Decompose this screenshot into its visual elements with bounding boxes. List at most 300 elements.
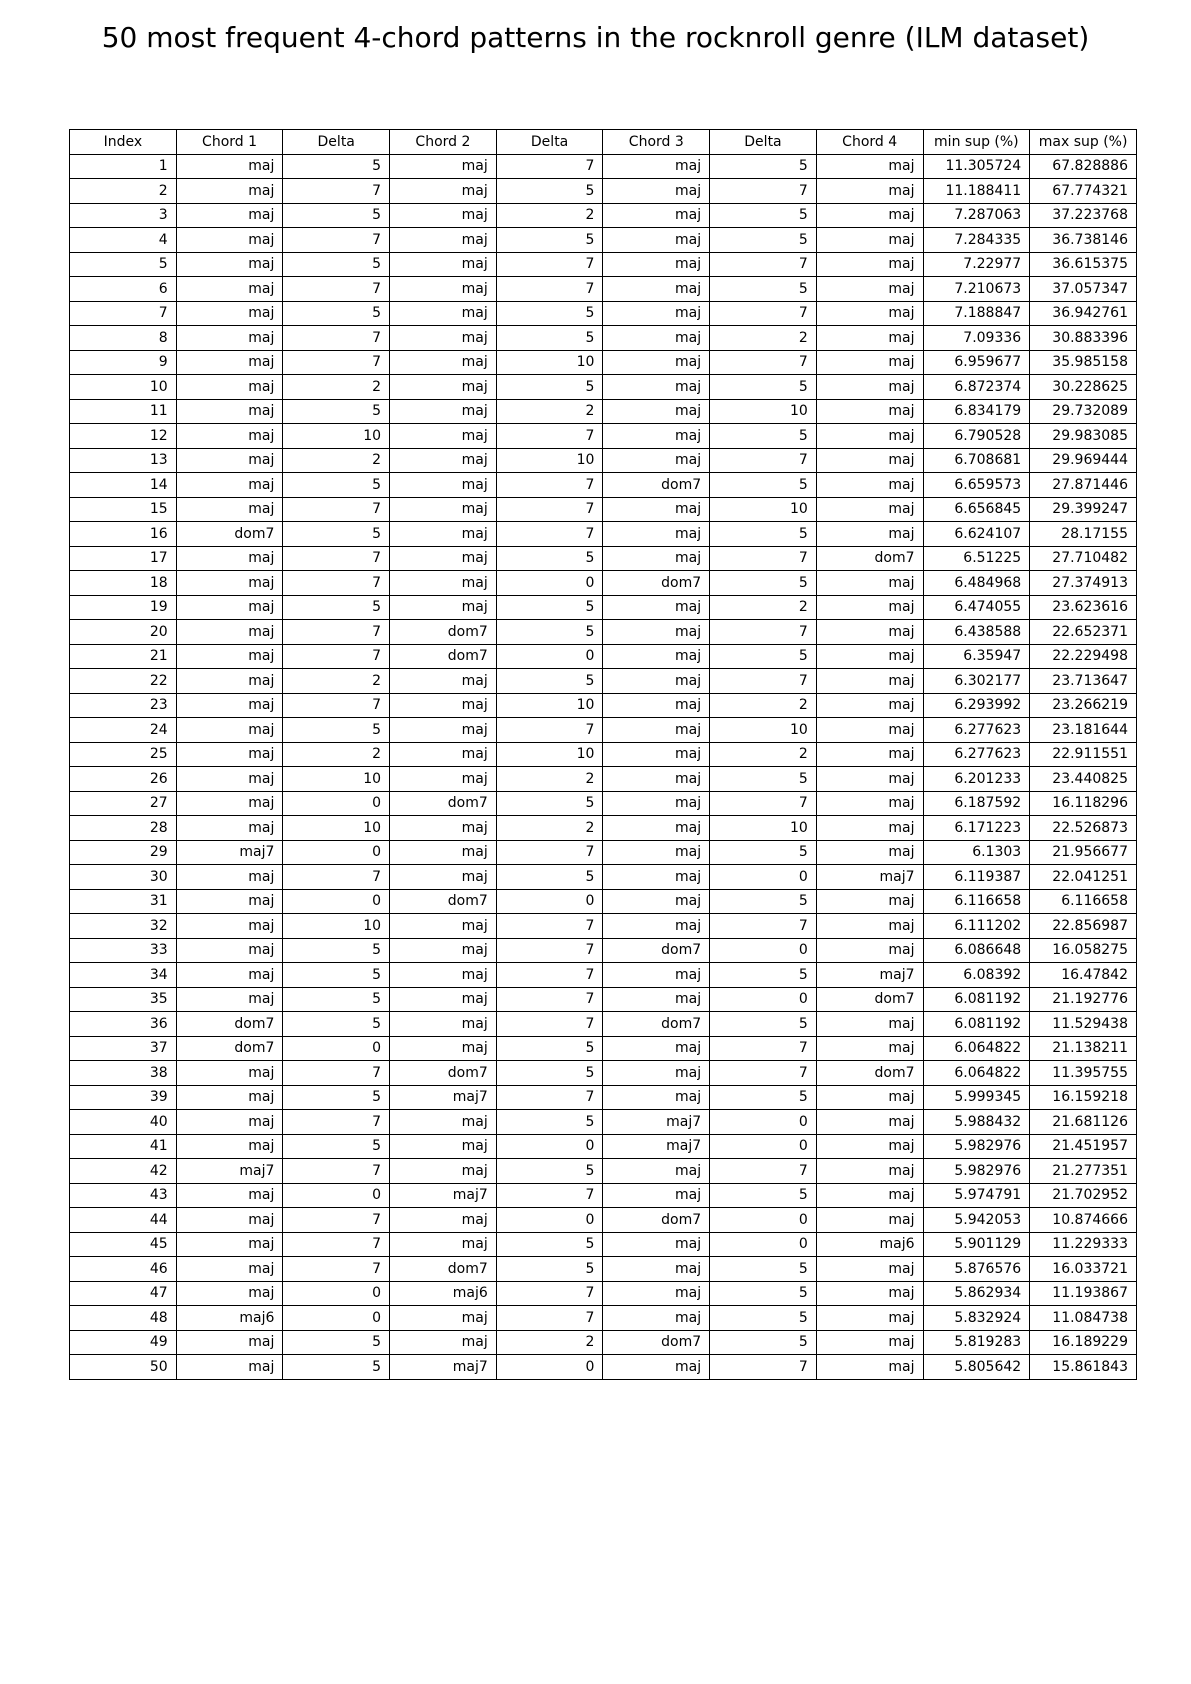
table-cell: 29.732089 bbox=[1030, 399, 1137, 424]
table-cell: 6.064822 bbox=[923, 1061, 1030, 1086]
table-cell: maj bbox=[816, 571, 923, 596]
table-cell: 49 bbox=[70, 1330, 177, 1355]
table-cell: maj bbox=[390, 522, 497, 547]
table-cell: 5 bbox=[710, 963, 817, 988]
table-cell: dom7 bbox=[390, 1257, 497, 1282]
table-row bbox=[70, 742, 1137, 767]
table-cell: 7 bbox=[710, 1355, 817, 1380]
table-cell: 21.277351 bbox=[1030, 1159, 1137, 1184]
table-cell: 7 bbox=[283, 546, 390, 571]
column-header: Index bbox=[70, 130, 177, 155]
table-cell: 7 bbox=[283, 350, 390, 375]
table-cell: maj bbox=[176, 497, 283, 522]
table-cell: maj bbox=[816, 1208, 923, 1233]
table-row bbox=[70, 1232, 1137, 1257]
table-cell: maj bbox=[176, 473, 283, 498]
table-cell: 6.08392 bbox=[923, 963, 1030, 988]
table-row bbox=[70, 546, 1137, 571]
table-cell: maj bbox=[603, 1257, 710, 1282]
table-cell: 35.985158 bbox=[1030, 350, 1137, 375]
table-cell: 5.862934 bbox=[923, 1281, 1030, 1306]
table-cell: dom7 bbox=[816, 546, 923, 571]
table-row bbox=[70, 1306, 1137, 1331]
table-cell: 0 bbox=[283, 1036, 390, 1061]
table-cell: 17 bbox=[70, 546, 177, 571]
table-cell: maj bbox=[816, 375, 923, 400]
table-cell: 7 bbox=[70, 301, 177, 326]
table-cell: 18 bbox=[70, 571, 177, 596]
table-cell: 5 bbox=[283, 963, 390, 988]
table-cell: 67.774321 bbox=[1030, 179, 1137, 204]
table-cell: 11.305724 bbox=[923, 154, 1030, 179]
table-cell: maj bbox=[176, 301, 283, 326]
table-cell: maj bbox=[816, 1110, 923, 1135]
table-cell: 0 bbox=[710, 1110, 817, 1135]
table-cell: 30.883396 bbox=[1030, 326, 1137, 351]
table-cell: 6.474055 bbox=[923, 595, 1030, 620]
table-cell: maj bbox=[390, 203, 497, 228]
table-cell: 5 bbox=[283, 203, 390, 228]
table-cell: maj bbox=[390, 399, 497, 424]
table-cell: maj bbox=[816, 889, 923, 914]
table-cell: 22 bbox=[70, 669, 177, 694]
table-cell: maj bbox=[176, 424, 283, 449]
table-cell: maj bbox=[603, 1085, 710, 1110]
table-cell: maj bbox=[603, 1306, 710, 1331]
table-cell: maj bbox=[816, 399, 923, 424]
table-cell: 30.228625 bbox=[1030, 375, 1137, 400]
table-cell: 5 bbox=[283, 1355, 390, 1380]
table-cell: 10 bbox=[710, 816, 817, 841]
table-cell: 10 bbox=[283, 767, 390, 792]
table-cell: 4 bbox=[70, 228, 177, 253]
table-cell: 6.293992 bbox=[923, 693, 1030, 718]
table-cell: 6.656845 bbox=[923, 497, 1030, 522]
table-cell: maj bbox=[176, 1061, 283, 1086]
table-body bbox=[70, 154, 1137, 1379]
table-cell: 29.983085 bbox=[1030, 424, 1137, 449]
table-cell: 38 bbox=[70, 1061, 177, 1086]
table-cell: 40 bbox=[70, 1110, 177, 1135]
table-cell: 5.982976 bbox=[923, 1159, 1030, 1184]
table-cell: 6.708681 bbox=[923, 448, 1030, 473]
table-cell: dom7 bbox=[816, 1061, 923, 1086]
table-cell: maj bbox=[390, 1159, 497, 1184]
table-cell: maj bbox=[176, 399, 283, 424]
table-row bbox=[70, 963, 1137, 988]
table-cell: maj7 bbox=[603, 1134, 710, 1159]
table-cell: 28 bbox=[70, 816, 177, 841]
table-cell: maj bbox=[816, 1306, 923, 1331]
table-cell: maj bbox=[390, 1134, 497, 1159]
table-cell: 5 bbox=[283, 252, 390, 277]
table-cell: 0 bbox=[710, 1134, 817, 1159]
column-header: min sup (%) bbox=[923, 130, 1030, 155]
table-cell: 7 bbox=[283, 1232, 390, 1257]
table-row bbox=[70, 301, 1137, 326]
table-cell: 5 bbox=[496, 301, 603, 326]
table-cell: maj bbox=[176, 718, 283, 743]
table-cell: 5 bbox=[710, 767, 817, 792]
column-header: Delta bbox=[283, 130, 390, 155]
table-cell: 6.624107 bbox=[923, 522, 1030, 547]
table-cell: 5 bbox=[283, 1012, 390, 1037]
table-cell: 0 bbox=[283, 889, 390, 914]
table-cell: 5 bbox=[70, 252, 177, 277]
table-cell: 13 bbox=[70, 448, 177, 473]
table-cell: 5 bbox=[496, 326, 603, 351]
table-row bbox=[70, 203, 1137, 228]
table-cell: 7 bbox=[496, 1183, 603, 1208]
table-cell: maj bbox=[176, 1085, 283, 1110]
table-cell: maj bbox=[603, 595, 710, 620]
table-cell: 6.484968 bbox=[923, 571, 1030, 596]
table-cell: 8 bbox=[70, 326, 177, 351]
table-cell: 6.111202 bbox=[923, 914, 1030, 939]
table-cell: 7 bbox=[283, 1208, 390, 1233]
table-cell: 12 bbox=[70, 424, 177, 449]
table-cell: 16 bbox=[70, 522, 177, 547]
table-cell: 0 bbox=[496, 889, 603, 914]
table-row bbox=[70, 326, 1137, 351]
table-cell: 7 bbox=[496, 497, 603, 522]
table-cell: maj bbox=[176, 375, 283, 400]
table-cell: maj bbox=[603, 522, 710, 547]
table-cell: 35 bbox=[70, 987, 177, 1012]
table-cell: 16.47842 bbox=[1030, 963, 1137, 988]
table-cell: dom7 bbox=[603, 1330, 710, 1355]
table-cell: 6.959677 bbox=[923, 350, 1030, 375]
table-row bbox=[70, 693, 1137, 718]
table-row bbox=[70, 644, 1137, 669]
table-cell: 0 bbox=[710, 1232, 817, 1257]
table-cell: maj bbox=[603, 1355, 710, 1380]
table-cell: maj bbox=[603, 1159, 710, 1184]
table-cell: maj bbox=[603, 448, 710, 473]
table-cell: 0 bbox=[283, 1183, 390, 1208]
table-cell: maj bbox=[176, 546, 283, 571]
table-cell: maj bbox=[816, 595, 923, 620]
table-cell: 47 bbox=[70, 1281, 177, 1306]
table-cell: maj bbox=[603, 865, 710, 890]
table-cell: maj bbox=[816, 1281, 923, 1306]
table-cell: maj bbox=[390, 448, 497, 473]
table-cell: 2 bbox=[496, 203, 603, 228]
table-cell: 7 bbox=[283, 1257, 390, 1282]
table-cell: maj bbox=[816, 350, 923, 375]
table-cell: maj bbox=[176, 693, 283, 718]
table-cell: 29.399247 bbox=[1030, 497, 1137, 522]
table-cell: 22.041251 bbox=[1030, 865, 1137, 890]
table-cell: 7 bbox=[496, 840, 603, 865]
column-header: Chord 1 bbox=[176, 130, 283, 155]
table-cell: maj bbox=[176, 179, 283, 204]
table-cell: 5.999345 bbox=[923, 1085, 1030, 1110]
table-cell: dom7 bbox=[603, 473, 710, 498]
table-cell: maj bbox=[390, 154, 497, 179]
table-cell: 0 bbox=[496, 644, 603, 669]
table-cell: maj bbox=[603, 424, 710, 449]
chord-pattern-table bbox=[69, 129, 1137, 1380]
table-cell: 0 bbox=[283, 1306, 390, 1331]
table-cell: 5 bbox=[496, 375, 603, 400]
table-cell: maj bbox=[816, 1355, 923, 1380]
table-cell: maj bbox=[603, 497, 710, 522]
table-cell: maj bbox=[176, 1232, 283, 1257]
table-row bbox=[70, 571, 1137, 596]
table-cell: 10 bbox=[70, 375, 177, 400]
table-cell: maj bbox=[176, 669, 283, 694]
table-cell: maj bbox=[816, 1159, 923, 1184]
table-cell: 5 bbox=[710, 1012, 817, 1037]
table-cell: 7 bbox=[496, 987, 603, 1012]
table-cell: maj bbox=[816, 1134, 923, 1159]
table-cell: 5 bbox=[283, 154, 390, 179]
table-cell: 10 bbox=[283, 914, 390, 939]
table-cell: 10 bbox=[496, 448, 603, 473]
table-cell: dom7 bbox=[390, 620, 497, 645]
table-cell: maj bbox=[816, 1330, 923, 1355]
table-cell: 2 bbox=[496, 399, 603, 424]
table-cell: maj bbox=[603, 1281, 710, 1306]
table-cell: 27.710482 bbox=[1030, 546, 1137, 571]
table-cell: maj bbox=[603, 399, 710, 424]
table-cell: maj bbox=[603, 987, 710, 1012]
table-row bbox=[70, 1208, 1137, 1233]
table-cell: 5.982976 bbox=[923, 1134, 1030, 1159]
table-cell: maj bbox=[176, 1208, 283, 1233]
table-cell: dom7 bbox=[603, 1012, 710, 1037]
table-row bbox=[70, 448, 1137, 473]
table-cell: 5 bbox=[710, 522, 817, 547]
table-row bbox=[70, 669, 1137, 694]
table-cell: maj bbox=[390, 350, 497, 375]
table-cell: 7 bbox=[710, 791, 817, 816]
table-cell: 5.819283 bbox=[923, 1330, 1030, 1355]
table-cell: 0 bbox=[710, 865, 817, 890]
table-cell: maj bbox=[176, 350, 283, 375]
table-cell: maj bbox=[603, 767, 710, 792]
table-row bbox=[70, 1355, 1137, 1380]
table-cell: 7 bbox=[496, 522, 603, 547]
table-cell: maj bbox=[603, 791, 710, 816]
table-cell: maj bbox=[603, 963, 710, 988]
table-cell: maj bbox=[816, 693, 923, 718]
table-cell: 6.659573 bbox=[923, 473, 1030, 498]
table-cell: 7 bbox=[283, 277, 390, 302]
table-cell: 7.210673 bbox=[923, 277, 1030, 302]
table-cell: 7 bbox=[283, 644, 390, 669]
table-cell: 5 bbox=[496, 791, 603, 816]
table-row bbox=[70, 865, 1137, 890]
table-cell: 39 bbox=[70, 1085, 177, 1110]
table-cell: maj bbox=[816, 767, 923, 792]
table-cell: maj bbox=[603, 1061, 710, 1086]
table-cell: 2 bbox=[283, 742, 390, 767]
table-cell: 5 bbox=[283, 1085, 390, 1110]
table-cell: dom7 bbox=[816, 987, 923, 1012]
table-cell: maj bbox=[816, 791, 923, 816]
table-cell: 5 bbox=[710, 277, 817, 302]
table-cell: 6.834179 bbox=[923, 399, 1030, 424]
table-cell: 5 bbox=[710, 644, 817, 669]
table-row bbox=[70, 1134, 1137, 1159]
table-cell: maj bbox=[176, 326, 283, 351]
column-header: Delta bbox=[496, 130, 603, 155]
table-row bbox=[70, 1257, 1137, 1282]
table-cell: 33 bbox=[70, 938, 177, 963]
column-header: max sup (%) bbox=[1030, 130, 1137, 155]
table-cell: 7 bbox=[710, 350, 817, 375]
table-cell: 5.942053 bbox=[923, 1208, 1030, 1233]
table-cell: maj bbox=[390, 473, 497, 498]
table-cell: 7 bbox=[496, 938, 603, 963]
table-row bbox=[70, 1012, 1137, 1037]
table-cell: maj bbox=[816, 718, 923, 743]
table-cell: maj bbox=[816, 644, 923, 669]
table-cell: 19 bbox=[70, 595, 177, 620]
table-row bbox=[70, 154, 1137, 179]
table-cell: 6.116658 bbox=[1030, 889, 1137, 914]
table-row bbox=[70, 595, 1137, 620]
table-cell: 36.738146 bbox=[1030, 228, 1137, 253]
table-cell: 32 bbox=[70, 914, 177, 939]
table-cell: maj bbox=[176, 203, 283, 228]
table-cell: 22.856987 bbox=[1030, 914, 1137, 939]
column-header: Delta bbox=[710, 130, 817, 155]
table-cell: 5 bbox=[283, 595, 390, 620]
table-cell: maj bbox=[176, 914, 283, 939]
table-cell: 11.395755 bbox=[1030, 1061, 1137, 1086]
table-cell: 21.138211 bbox=[1030, 1036, 1137, 1061]
table-cell: 7 bbox=[496, 424, 603, 449]
table-cell: 28.17155 bbox=[1030, 522, 1137, 547]
table-row bbox=[70, 277, 1137, 302]
table-cell: maj bbox=[176, 448, 283, 473]
table-cell: dom7 bbox=[603, 571, 710, 596]
table-cell: 37.057347 bbox=[1030, 277, 1137, 302]
table-cell: 0 bbox=[283, 1281, 390, 1306]
table-cell: 7 bbox=[496, 252, 603, 277]
table-cell: 1 bbox=[70, 154, 177, 179]
table-cell: 7.284335 bbox=[923, 228, 1030, 253]
table-cell: 27 bbox=[70, 791, 177, 816]
table-cell: 7 bbox=[710, 914, 817, 939]
table-cell: 2 bbox=[70, 179, 177, 204]
table-cell: maj bbox=[816, 228, 923, 253]
table-cell: 6.081192 bbox=[923, 987, 1030, 1012]
table-cell: 5 bbox=[496, 1110, 603, 1135]
table-cell: 2 bbox=[496, 767, 603, 792]
table-cell: 42 bbox=[70, 1159, 177, 1184]
table-cell: maj bbox=[176, 154, 283, 179]
table-cell: 7 bbox=[283, 326, 390, 351]
table-row bbox=[70, 473, 1137, 498]
table-cell: 0 bbox=[710, 1208, 817, 1233]
table-cell: 16.118296 bbox=[1030, 791, 1137, 816]
table-cell: 5 bbox=[710, 375, 817, 400]
table-cell: 5 bbox=[496, 546, 603, 571]
table-cell: 15 bbox=[70, 497, 177, 522]
table-cell: 21.192776 bbox=[1030, 987, 1137, 1012]
table-cell: 7 bbox=[283, 620, 390, 645]
table-cell: 0 bbox=[496, 571, 603, 596]
table-cell: maj bbox=[390, 914, 497, 939]
table-cell: 7 bbox=[496, 1085, 603, 1110]
table-cell: 7 bbox=[496, 963, 603, 988]
table-cell: maj bbox=[390, 938, 497, 963]
table-row bbox=[70, 889, 1137, 914]
table-cell: 5 bbox=[710, 1281, 817, 1306]
table-cell: maj bbox=[603, 203, 710, 228]
table-cell: 7 bbox=[710, 1036, 817, 1061]
column-header: Chord 2 bbox=[390, 130, 497, 155]
table-cell: 10 bbox=[710, 718, 817, 743]
table-cell: 11.188411 bbox=[923, 179, 1030, 204]
table-cell: maj bbox=[603, 154, 710, 179]
table-cell: dom7 bbox=[390, 1061, 497, 1086]
table-cell: 7.22977 bbox=[923, 252, 1030, 277]
table-cell: 16.159218 bbox=[1030, 1085, 1137, 1110]
table-cell: maj bbox=[603, 718, 710, 743]
table-row bbox=[70, 179, 1137, 204]
table-cell: 11 bbox=[70, 399, 177, 424]
table-cell: maj bbox=[390, 693, 497, 718]
table-cell: 6.187592 bbox=[923, 791, 1030, 816]
table-cell: maj bbox=[816, 179, 923, 204]
table-cell: maj bbox=[816, 620, 923, 645]
table-cell: 5 bbox=[710, 203, 817, 228]
table-cell: 7 bbox=[710, 301, 817, 326]
table-cell: dom7 bbox=[176, 1012, 283, 1037]
table-cell: maj bbox=[603, 693, 710, 718]
table-cell: 7 bbox=[496, 718, 603, 743]
table-cell: 36.615375 bbox=[1030, 252, 1137, 277]
table-cell: maj bbox=[816, 424, 923, 449]
table-cell: 23.440825 bbox=[1030, 767, 1137, 792]
table-cell: maj7 bbox=[390, 1183, 497, 1208]
table-cell: maj bbox=[176, 816, 283, 841]
column-header: Chord 4 bbox=[816, 130, 923, 155]
table-cell: dom7 bbox=[176, 1036, 283, 1061]
table-cell: maj bbox=[816, 277, 923, 302]
table-cell: maj bbox=[390, 669, 497, 694]
table-cell: maj bbox=[390, 1036, 497, 1061]
table-cell: maj7 bbox=[390, 1085, 497, 1110]
table-cell: 20 bbox=[70, 620, 177, 645]
table-cell: 0 bbox=[496, 1355, 603, 1380]
table-cell: 5 bbox=[710, 154, 817, 179]
table-cell: maj bbox=[390, 718, 497, 743]
table-cell: 67.828886 bbox=[1030, 154, 1137, 179]
table-cell: maj bbox=[176, 571, 283, 596]
table-cell: maj bbox=[603, 669, 710, 694]
table-cell: 6.081192 bbox=[923, 1012, 1030, 1037]
table-cell: maj6 bbox=[176, 1306, 283, 1331]
table-cell: maj bbox=[603, 277, 710, 302]
table-row bbox=[70, 522, 1137, 547]
table-cell: maj bbox=[176, 1183, 283, 1208]
table-cell: maj7 bbox=[176, 1159, 283, 1184]
table-cell: maj bbox=[816, 522, 923, 547]
table-cell: maj bbox=[816, 914, 923, 939]
table-cell: maj bbox=[176, 767, 283, 792]
table-cell: maj bbox=[603, 620, 710, 645]
table-cell: maj bbox=[816, 1085, 923, 1110]
table-row bbox=[70, 767, 1137, 792]
table-cell: 5 bbox=[496, 1036, 603, 1061]
table-cell: maj bbox=[176, 791, 283, 816]
